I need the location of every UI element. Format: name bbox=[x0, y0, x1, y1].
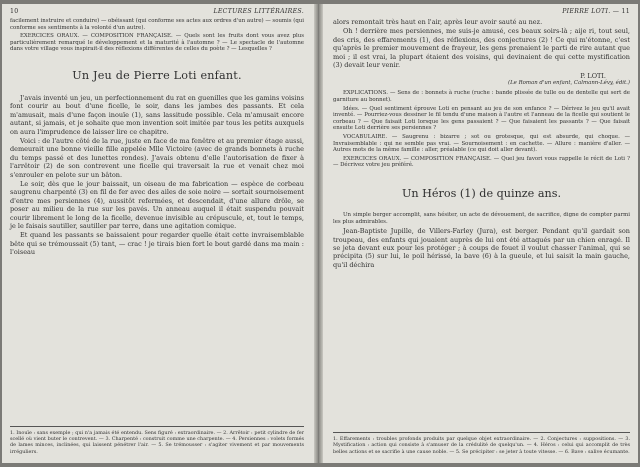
book-gutter bbox=[314, 4, 323, 463]
oral-exercises: EXERCICES ORAUX. — COMPOSITION FRANÇAISE. — Quels sont les fruits dont vous avez plus particulièrement remarqué le développement et la maturité à l'automne ? — Le spectacle de l'automne dans votre village vous inspirait-il des réflexions différentes de celles du poète ? — Lesquelles ? bbox=[10, 33, 304, 53]
chapter-title: Un Héros (1) de quinze ans. bbox=[401, 186, 562, 200]
explications: EXPLICATIONS. — Sens de : bonnets à ruche (ruche : bande plissée de tulle ou de dentelle qui sert de garniture au bonnet). bbox=[333, 90, 630, 104]
right-page-number: 11 bbox=[621, 8, 630, 15]
right-footnotes bbox=[333, 432, 630, 455]
left-page bbox=[2, 4, 314, 463]
questions: Idées. — Quel sentiment éprouve Loti en pensant au jeu de son enfance ? — Dérivez le jeu qu'il avait inventé. — Pourriez-vous dessiner le fil tendu d'une maison à l'autre et l'anneau de la ficelle qui soutient le corbeau ? — Que faisait Loti lorsque les gens passaient ? — Que faisaient les passants ? — Que faisait ensuite Loti derrière ses persiennes ? bbox=[333, 105, 630, 132]
source-citation: (Le Roman d'un enfant, Calmann-Lévy, édit.) bbox=[508, 80, 630, 87]
right-page bbox=[323, 4, 638, 463]
left-running-header bbox=[10, 8, 304, 15]
chapter-intro: Un simple berger accomplit, sans hésiter, un acte de dévouement, de sacrifice, digne de compter parmi les plus admirables. bbox=[333, 211, 630, 225]
body-paragraph: J'avais inventé un jeu, un perfectionnement du rat en guenilles que les gamins voisins font courir au bout d'une ficelle, le soir, dans les jambes des passants. Et cela m'amusait, mais d'une façon inouïe (1), sans lassitude possible. Cela m'amusait encore autant, si jamais, et je sohaite que mon invention soit imitée par tous les petits auxquels on aura l'imprudence de laisser lire ce chapitre. bbox=[10, 93, 304, 136]
left-running-title: LECTURES LITTÉRAIRES. bbox=[213, 8, 304, 15]
body-paragraph: Voici : de l'autre côté de la rue, juste en face de ma fenêtre et au premier étage aussi, demeurait une bonne vieille fille appelée Mlle Victoire (avec de grands bonnets à ruche du temps passé et des lunettes rondes). J'avais obtenu d'elle l'autorisation de fixer à l'arrêtoir (2) de son contrevent une ficelle qui traversait la rue et venait chez moi s'enrouler en pelote sur un bâton. bbox=[10, 137, 304, 179]
body-paragraph: Jean-Baptiste Jupille, de Villers-Farley (Jura), est berger. Pendant qu'il gardait son troupeau, des enfants qui jouaient auprès de lui ont été attaqués par un chien enragé. Il se jeta devant eux pour les protéger ; à coups de fouet il voulut chasser l'animal, qui se précipita (5) sur lui, le poil hérissé, la bave (6) à la gueule, et lui saisit la main gauche, qu'il déchira bbox=[333, 227, 630, 269]
footnote-text: 1. Inouïe : sans exemple ; qui n'a jamais été entendu. Sens figuré : extraordinaire. — 2. Arrêtoir : petit cylindre de fer scellé où vient buter le contrevent. — 3. Charpenté : construit comme une charpente. — 4. Persiennes : volets formés de lames minces, inclinées, qui laissent pénétrer l'air. — 5. Se trémousser : s'agiter vivement et par mouvements irréguliers. bbox=[10, 429, 304, 455]
chapter-title: Un Jeu de Pierre Loti enfant. bbox=[72, 68, 242, 82]
oral-exercises: EXERCICES ORAUX. — COMPOSITION FRANÇAISE. — Quel jeu favori vous rappelle le récit de Loti ? — Décrivez votre jeu préféré. bbox=[333, 155, 630, 169]
right-running-title: PIERRE LOTI. bbox=[562, 8, 611, 15]
author-signature: P. LOTI. bbox=[580, 72, 606, 81]
body-paragraph: Oh ! derrière mes persiennes, me suis-je amusé, ces beaux soirs-là ; aije ri, tout seul, des cris, des effarements (1), des réflexions, des conjectures (2) ! Ce qui m'étonne, c'est qu'après le premier mouvement de frayeur, les gens prenaient le parti de rire autant que moi ; il est vrai, la plupart étaient des voisins, qui devinaient de qui cette mystification (3) devait leur venir. bbox=[333, 27, 630, 70]
footnote-text: 1. Effarements : troubles profonds produits par quelque objet extraordinaire. — 2. Conjectures : suppositions. — 3. Mystification : action qui consiste à s'amuser de la crédulité de quelqu'un. — 4. Héros : celui qui accomplit de très belles actions et se sacrifie à une cause noble. — 5. Se précipiter : se jeter à toute vitesse. — 6. Bave : salive écumante. bbox=[333, 436, 630, 455]
right-header-separator: — bbox=[612, 8, 622, 15]
body-paragraph: Le soir, dès que le jour baissait, un oiseau de ma fabrication — espèce de corbeau saugrenu charpenté (3) en fil de fer avec des ailes de soie noire — sortait sournoisement d'entre mes persiennes (4), aussitôt refermées, et descendait, d'une allure drôle, se poser au milieu de la rue sur les pavés. Un anneau auquel il était suspendu pouvait courir librement le long de la ficelle, devenue invisible au crépuscule, et, tout le temps, je le faisais sautiller, sautiller par terre, dans une agitation comique. bbox=[10, 180, 304, 231]
left-footnotes bbox=[10, 426, 304, 455]
body-paragraph: alors remontait très haut en l'air, après leur avoir sauté au nez. bbox=[333, 18, 543, 26]
vocab-continuation: facilement instruire et conduire) — obéissant (qui conforme ses actes aux ordres d'un autre) — soumis (qui conforme ses sentiments à la volonté d'un autre). bbox=[10, 18, 304, 31]
body-paragraph: Et quand les passants se baissaient pour regarder quelle était cette invraisemblable bête qui se trémoussait (5) tant, — crac ! je tirais bien fort le bout gardé dans ma main : l'oiseau bbox=[10, 231, 304, 257]
vocabulary: VOCABULAIRE. — Saugrenu : bizarre ; sot ou grotesque, qui est absurde, qui choque. — Invraisemblable : qui ne semble pas vrai. — Sournoisement : en cachette. — Allure : manière d'aller. — Autres mots de la même famille : aller, préalable (ce qui doit aller devant). bbox=[333, 134, 630, 154]
left-page-number: 10 bbox=[10, 8, 19, 15]
right-running-header bbox=[333, 8, 630, 15]
